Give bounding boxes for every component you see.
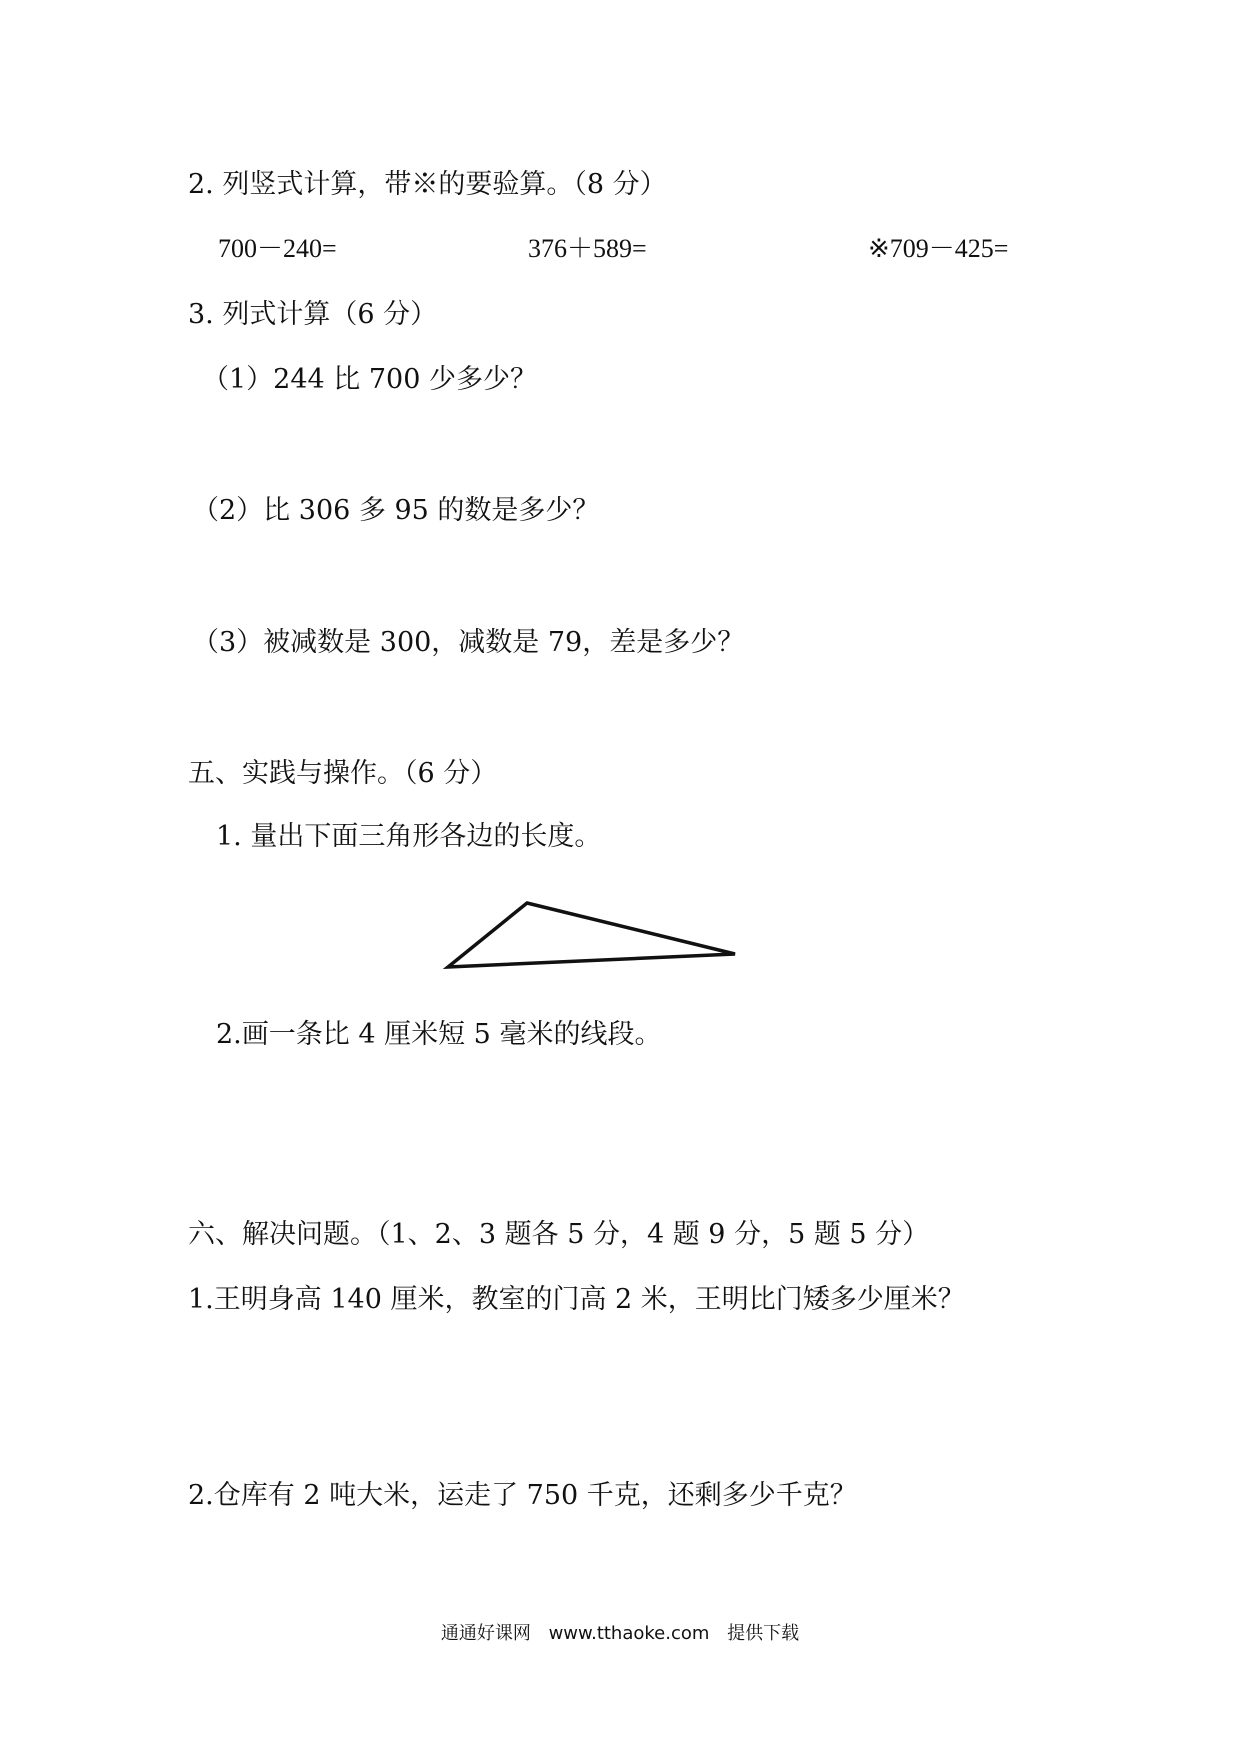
section-6-question-1: 1.王明身高 140 厘米，教室的门高 2 米，王明比门矮多少厘米？ — [188, 1284, 965, 1315]
question-3-item-1: （1）244 比 700 少多少？ — [202, 364, 537, 395]
footer-site-name: 通通好课网 — [440, 1623, 531, 1644]
section-6-question-2: 2.仓库有 2 吨大米，运走了 750 千克，还剩多少千克？ — [188, 1480, 857, 1511]
calc-item-2: 376＋589= — [528, 234, 647, 263]
section-5-question-2: 2.画一条比 4 厘米短 5 毫米的线段。 — [216, 1019, 662, 1050]
section-5-title: 五、实践与操作。（6 分） — [188, 758, 498, 789]
question-3-title: 3. 列式计算（6 分） — [188, 299, 438, 330]
footer-url: www.tthaoke.com — [548, 1623, 710, 1644]
question-3-item-2: （2）比 306 多 95 的数是多少？ — [192, 495, 600, 526]
calc-item-3: ※709－425= — [868, 234, 1009, 263]
section-6-title: 六、解决问题。（1、2、3 题各 5 分，4 题 9 分，5 题 5 分） — [188, 1219, 930, 1250]
page-footer — [0, 1622, 1240, 1646]
question-2-title: 2. 列竖式计算，带※的要验算。（8 分） — [188, 169, 667, 200]
triangle-shape — [448, 903, 735, 967]
calc-item-1: 700－240= — [218, 234, 337, 263]
section-5-question-1: 1. 量出下面三角形各边的长度。 — [216, 821, 602, 852]
question-3-item-3: （3）被减数是 300，减数是 79，差是多少？ — [192, 627, 745, 658]
footer-note: 提供下载 — [727, 1623, 800, 1644]
